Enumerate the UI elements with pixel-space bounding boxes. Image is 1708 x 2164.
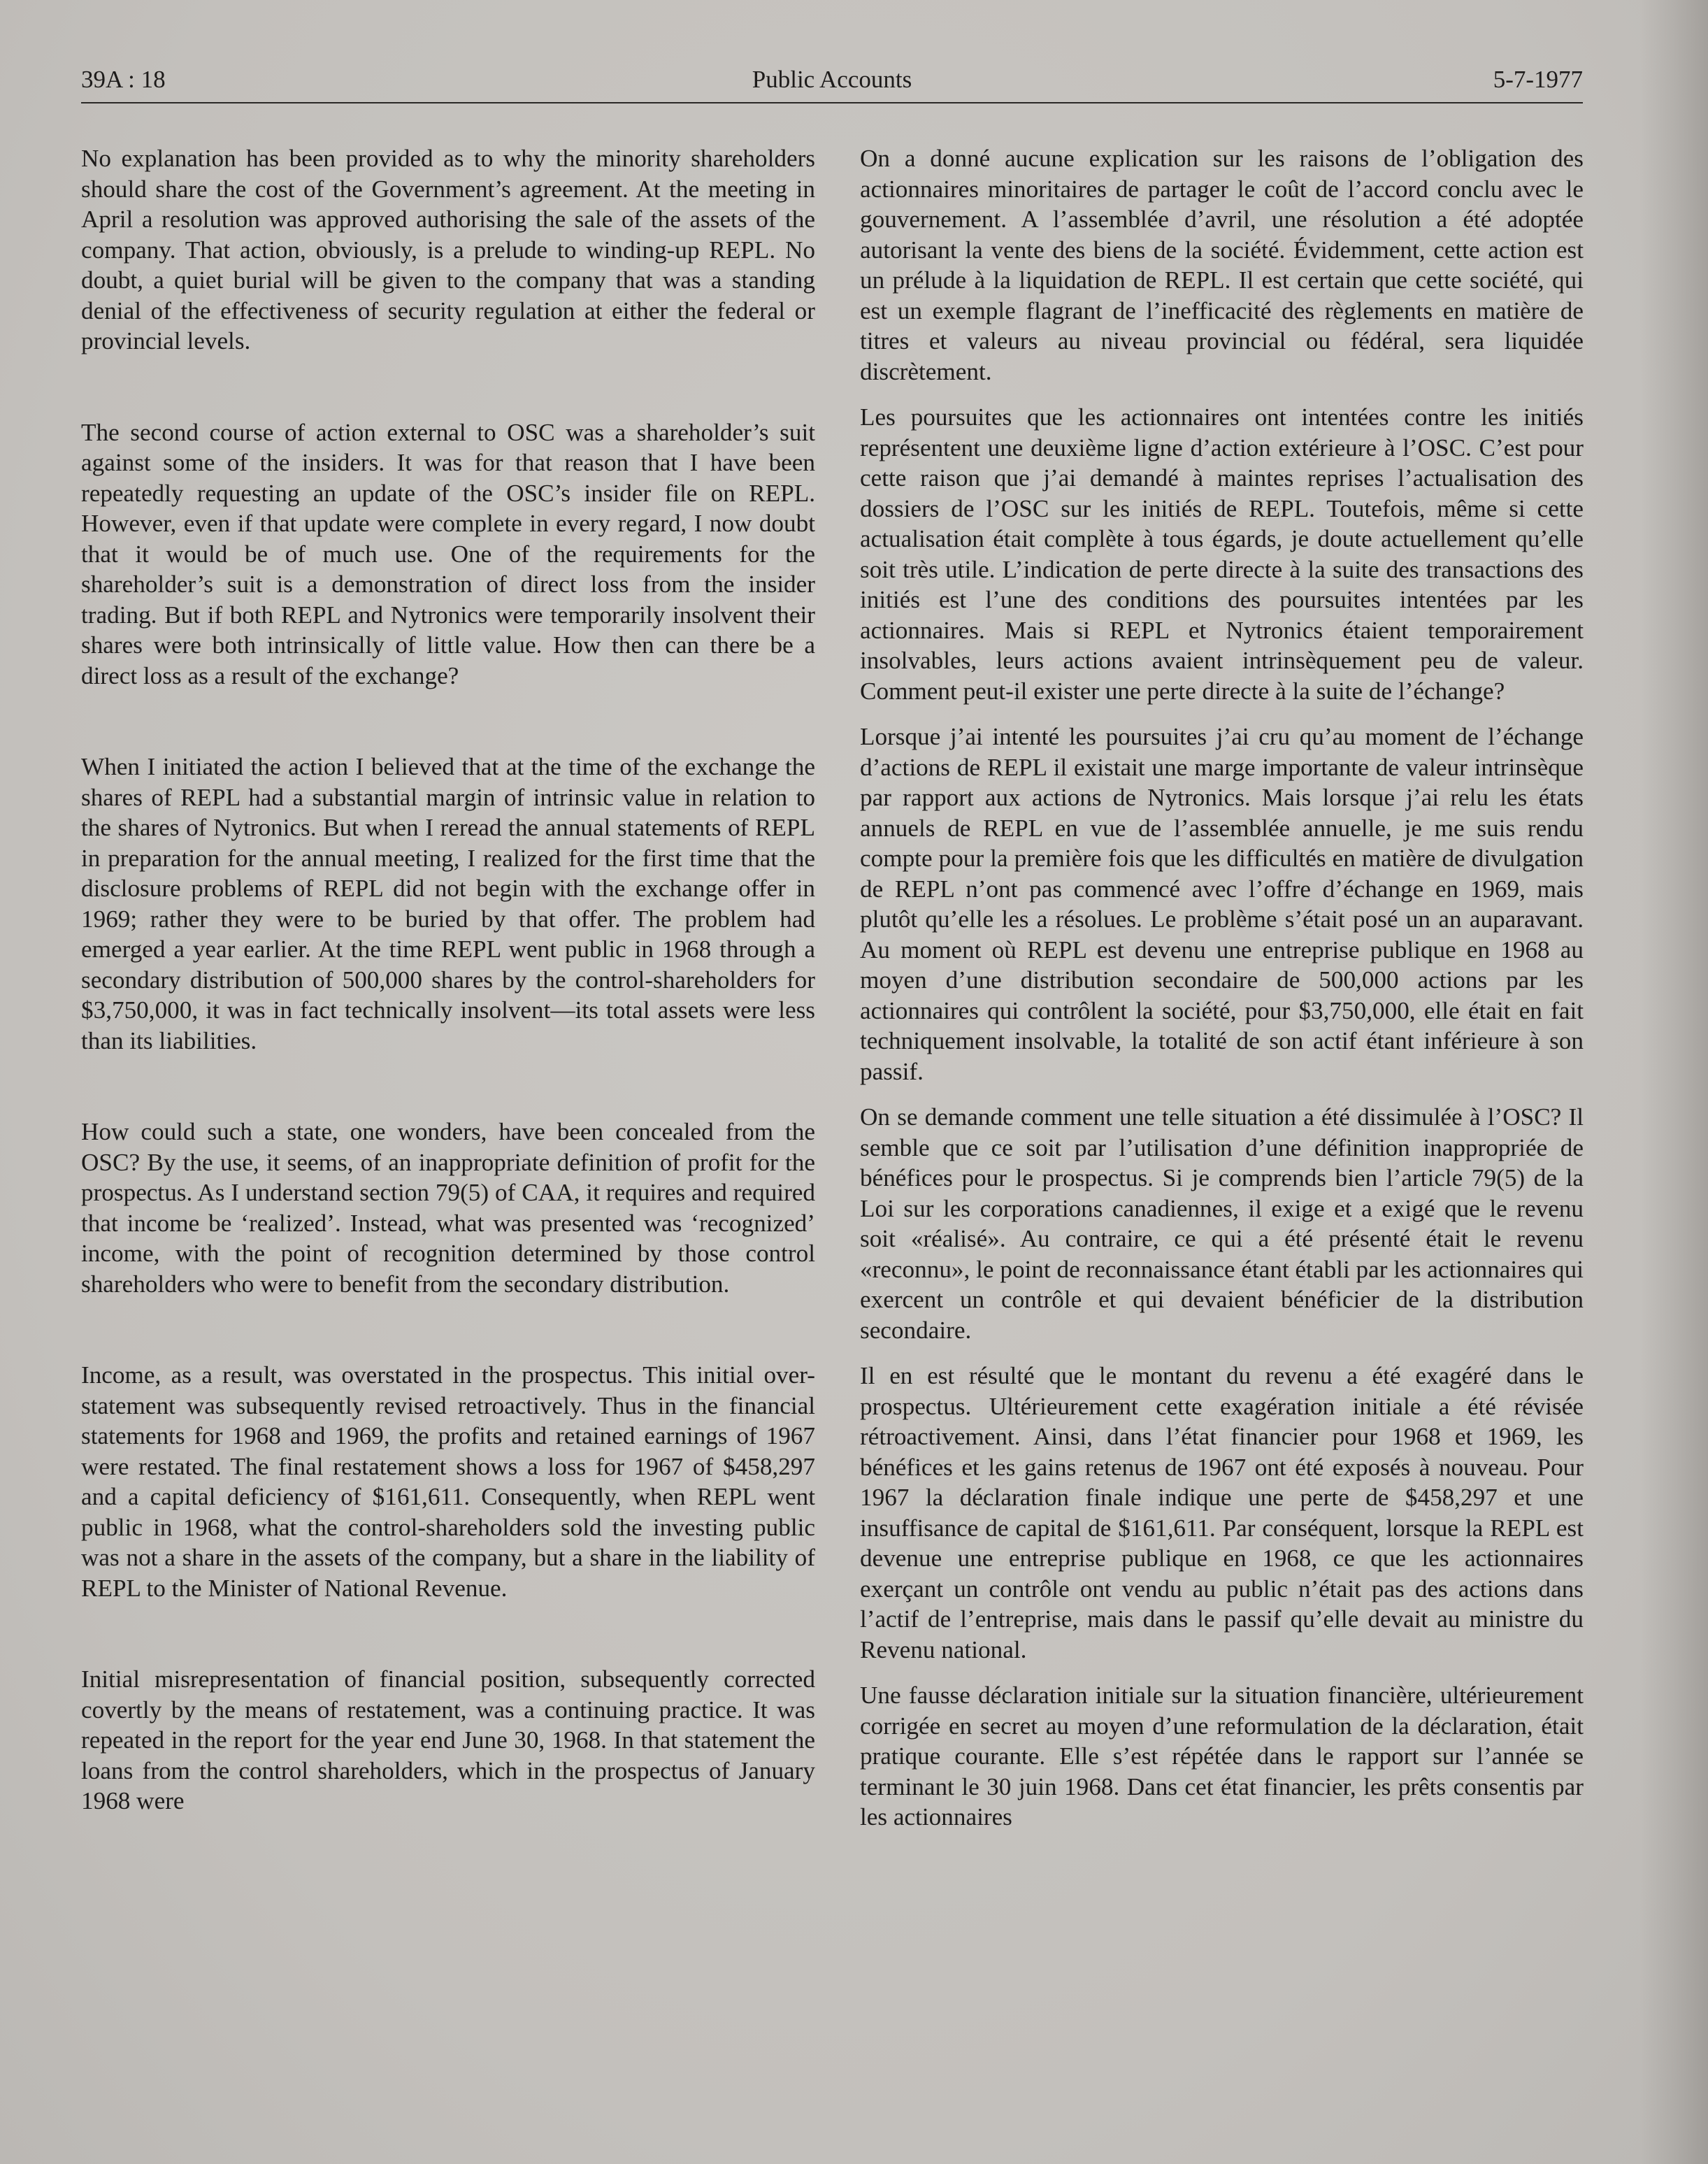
english-paragraph: How could such a state, one wonders, have been concealed from the OSC? By the use, it seems, of an inappropriate definition of profit for the prospectus. As I understand section 79(5) of CAA, it requires and required that income be ‘realized’. Instead, what was presented was ‘recognized’ income, with the point of recognition determined by those control shareholders who were to benefit from the secondary distribution. <box>81 1118 815 1298</box>
english-paragraph: No explanation has been provided as to why the minority shareholders should share the cost of the Government’s agreement. At the meeting in April a resolution was approved authorising the sale of the assets of the company. That action, obviously, is a prelude to winding-up REPL. No doubt, a quiet burial will be given to the company that was a standing denial of the effectiveness of security regulation at either the federal or provincial levels. <box>81 145 815 354</box>
english-column <box>81 143 815 1877</box>
french-column <box>860 143 1584 1848</box>
running-title: Public Accounts <box>752 66 912 93</box>
page-header <box>81 66 1583 103</box>
french-paragraph: Une fausse déclaration initiale sur la situation financière, ultérieurement corrigée en secret au moyen d’une reformulation de la déclaration, était pratique courante. Elle s’est répétée dans le rapport sur l’année se terminant le 30 juin 1968. Dans cet état financier, les prêts consentis par les actionnaires <box>860 1682 1584 1830</box>
english-paragraph: When I initiated the action I believed that at the time of the exchange the shares of REPL had a substantial margin of intrinsic value in relation to the shares of Nytronics. But when I reread the annual statements of REPL in preparation for the annual meeting, I realized for the first time that the disclosure problems of REPL did not begin with the exchange offer in 1969; rather they were to be buried by that offer. The problem had emerged a year earlier. At the time REPL went public in 1968 through a secondary distribution of 500,000 shares by the control-shareholders for $3,750,000, it was in fact technically insolvent—its total assets were less than its liabilities. <box>81 753 815 1054</box>
french-paragraph: Lorsque j’ai intenté les poursuites j’ai cru qu’au moment de l’échange d’actions de REPL il existait une marge importante de valeur intrinsèque par rapport aux actions de Nytronics. Mais lorsque j’ai relu les états annuels de REPL en vue de l’assemblée annuelle, je me suis rendu compte pour la première fois que les difficultés en matière de divulgation de REPL n’ont pas commencé avec l’offre d’échange en 1969, mais plutôt qu’elle les a résolues. Le problème s’était posé un an auparavant. Au moment où REPL est devenu une entreprise publique en 1968 au moyen d’une distribution secondaire de 500,000 actions par les actionnaires qui contrôlent la société, pour $3,750,000, elle était en fait techniquement insolvable, la totalité de son actif étant inférieure à son passif. <box>860 723 1584 1085</box>
french-paragraph: On a donné aucune explication sur les raisons de l’obligation des actionnaires minoritaires de partager le coût de l’accord conclu avec le gouvernement. A l’assemblée d’avril, une résolution a été adoptée autorisant la vente des biens de la société. Évidemment, cette action est un prélude à la liquidation de REPL. Il est certain que cette société, qui est un exemple flagrant de l’inefficacité des règlements en matière de titres et valeurs au niveau provincial ou fédéral, sera liquidée discrètement. <box>860 145 1584 385</box>
french-paragraph: Il en est résulté que le montant du revenu a été exagéré dans le prospectus. Ultérieurement cette exagération initiale a été révisée rétroactivement. Ainsi, dans l’état financier pour 1968 et 1969, les bénéfices et les gains retenus de 1967 ont été exposés à nouveau. Pour 1967 la déclaration finale indique une perte de $458,297 et une insuffisance de capital de $161,611. Par conséquent, lorsque la REPL est devenue une entreprise publique en 1968, ce que les actionnaires exerçant un contrôle ont vendu au public n’était pas des actions dans l’actif de l’entreprise, mais dans le passif qu’elle devait au ministre du Revenu national. <box>860 1362 1584 1663</box>
english-paragraph: The second course of action external to OSC was a shareholder’s suit against some of the insiders. It was for that reason that I have been repeatedly requesting an update of the OSC’s insider file on REPL. However, even if that update were complete in every regard, I now doubt that it would be of much use. One of the requirements for the shareholder’s suit is a demonstration of direct loss from the insider trading. But if both REPL and Nytronics were temporarily insolvent their shares were both intrinsically of little value. How then can there be a direct loss as a result of the exchange? <box>81 418 815 689</box>
french-paragraph: On se demande comment une telle situation a été dissimulée à l’OSC? Il semble que ce soit par l’utilisation d’une définition inappropriée de bénéfices pour le prospectus. Si je comprends bien l’article 79(5) de la Loi sur les corporations canadiennes, il exige et a exigé que le revenu soit «réalisé». Au contraire, ce qui a été présenté était le revenu «reconnu», le point de reconnaissance étant établi par les actionnaires qui exercent un contrôle et qui devaient bénéficier de la distribution secondaire. <box>860 1103 1584 1344</box>
english-paragraph: Initial misrepresentation of financial position, subsequently corrected covertly by the means of restatement, was a continuing practice. It was repeated in the report for the year end June 30, 1968. In that statement the loans from the control shareholders, which in the prospectus of January 1968 were <box>81 1665 815 1814</box>
english-paragraph: Income, as a result, was overstated in the prospectus. This initial over-statement was subsequently revised retroactively. Thus in the financial statements for 1968 and 1969, the profits and retained earnings of 1967 were restated. The final restatement shows a loss for 1967 of $458,297 and a capital deficiency of $161,611. Consequently, when REPL went public in 1968, what the control-shareholders sold the investing public was not a share in the assets of the company, but a share in the liability of REPL to the Minister of National Revenue. <box>81 1361 815 1602</box>
french-paragraph: Les poursuites que les actionnaires ont intentées contre les initiés représentent une deuxième ligne d’action extérieure à l’OSC. C’est pour cette raison que j’ai demandé à maintes reprises l’actualisation des dossiers de l’OSC sur les initiés de REPL. Toutefois, même si cette actualisation était complète à tous égards, je doute actuellement qu’elle soit très utile. L’indication de perte directe à la suite des transactions des initiés est l’une des conditions des poursuites intentées par les actionnaires. Mais si REPL et Nytronics étaient temporairement insolvables, leurs actions avaient intrinsèquement peu de valeur. Comment peut-il exister une perte directe à la suite de l’échange? <box>860 403 1584 705</box>
header-date: 5-7-1977 <box>1493 66 1583 93</box>
page-reference: 39A : 18 <box>81 66 166 93</box>
header-rule <box>81 102 1583 103</box>
